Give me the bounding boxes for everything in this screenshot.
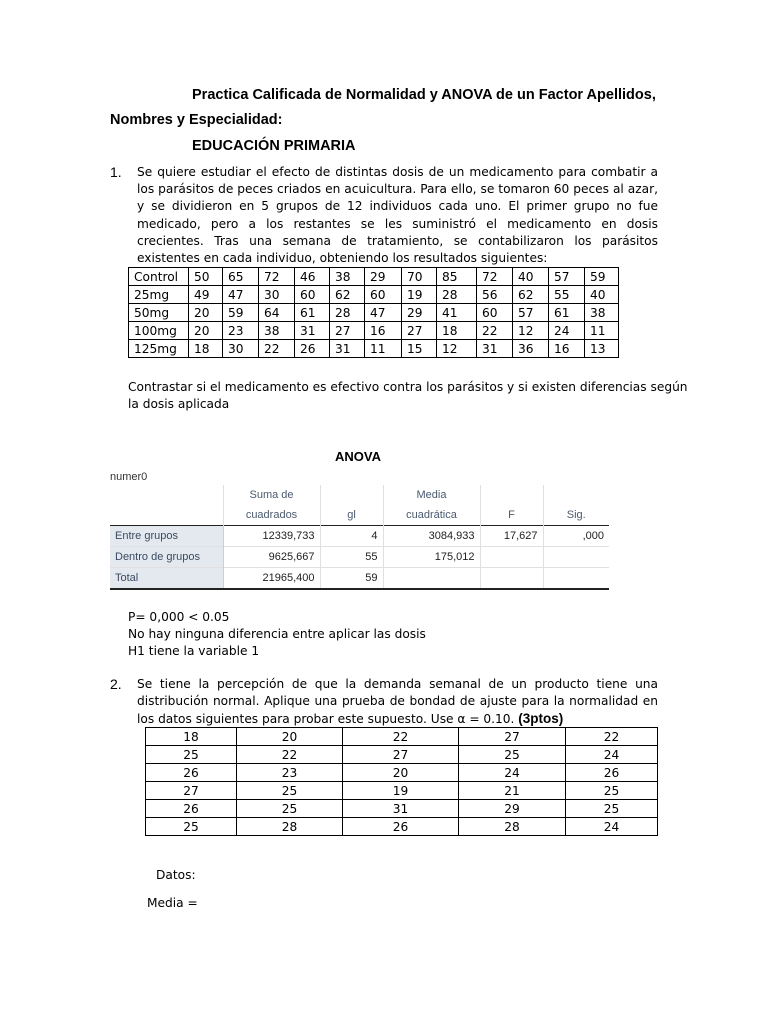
anova-header-ss-2: cuadrados (223, 505, 320, 526)
table-cell: 24 (566, 818, 658, 836)
table-row (146, 782, 658, 800)
table-cell: 28 (330, 304, 365, 322)
table-cell: 41 (437, 304, 477, 322)
table-cell: 20 (343, 764, 459, 782)
table-cell: 25 (237, 782, 343, 800)
table-cell: 13 (585, 340, 619, 358)
parasites-data-table (128, 267, 619, 358)
table-cell: 50 (189, 268, 223, 286)
table-cell: 30 (223, 340, 259, 358)
table-cell: 24 (549, 322, 585, 340)
table-row (129, 304, 619, 322)
row-label-cell: Control (129, 268, 189, 286)
table-cell: 36 (513, 340, 549, 358)
table-cell: 85 (437, 268, 477, 286)
table-cell: 24 (566, 746, 658, 764)
anova-row-label: Total (110, 568, 223, 590)
anova-row (110, 568, 609, 590)
anova-table (110, 485, 609, 590)
table-cell: 20 (237, 728, 343, 746)
table-cell: 11 (585, 322, 619, 340)
answer-conclusion: No hay ninguna diferencia entre aplicar las dosis (128, 627, 426, 641)
table-cell: 60 (365, 286, 402, 304)
table-cell: 61 (295, 304, 330, 322)
question-1-text: Se quiere estudiar el efecto de distintas dosis de un medicamento para combatir a los parásitos de peces criados en acuicultura. Para ello, se tomaron 60 peces al azar, y se dividieron en 5 grupos de 12 individuos cada uno. El primer grupo no fue medicado, pero a los restantes se les suministró el medicamento en dosis crecientes. Tras una semana de tratamiento, se contabilizaron los parásitos existentes en cada individuo, obteniendo los resultados siguientes: (137, 165, 658, 266)
anova-cell-ms: 175,012 (383, 547, 480, 568)
table-cell: 38 (585, 304, 619, 322)
anova-cell-sig: ,000 (582, 530, 604, 542)
table-cell: 31 (477, 340, 513, 358)
table-cell: 27 (402, 322, 437, 340)
anova-cell-ss: 12339,733 (223, 526, 320, 547)
table-cell: 27 (343, 746, 459, 764)
table-cell: 40 (513, 268, 549, 286)
table-cell: 57 (549, 268, 585, 286)
anova-header-sig: Sig. (566, 509, 586, 521)
question-1-number: 1. (110, 164, 122, 180)
table-cell: 59 (223, 304, 259, 322)
anova-header-df: gl (320, 505, 383, 526)
anova-cell-f (480, 568, 543, 590)
table-row (146, 800, 658, 818)
table-cell: 38 (259, 322, 295, 340)
table-cell: 70 (402, 268, 437, 286)
table-row (129, 286, 619, 304)
answer-hypothesis: H1 tiene la variable 1 (128, 644, 260, 658)
table-cell: 20 (189, 304, 223, 322)
row-label-cell: 25mg (129, 286, 189, 304)
table-cell: 19 (402, 286, 437, 304)
table-cell: 27 (459, 728, 566, 746)
instruction-line1: Contrastar si el medicamento es efectivo contra los parásitos y si existen diferencias según (128, 380, 688, 394)
table-cell: 31 (295, 322, 330, 340)
table-cell: 12 (437, 340, 477, 358)
table-cell: 21 (459, 782, 566, 800)
table-cell: 29 (365, 268, 402, 286)
datos-label: Datos: (156, 868, 196, 882)
table-cell: 40 (585, 286, 619, 304)
table-cell: 29 (402, 304, 437, 322)
table-cell: 12 (513, 322, 549, 340)
table-cell: 30 (259, 286, 295, 304)
table-cell: 18 (146, 728, 237, 746)
anova-row-label: Entre grupos (110, 526, 223, 547)
anova-row (110, 526, 609, 547)
table-cell: 16 (365, 322, 402, 340)
anova-cell-sig (543, 547, 609, 568)
anova-cell-ss: 9625,667 (223, 547, 320, 568)
table-cell: 18 (437, 322, 477, 340)
table-row (146, 746, 658, 764)
table-cell: 25 (146, 746, 237, 764)
table-cell: 11 (365, 340, 402, 358)
table-cell: 23 (237, 764, 343, 782)
table-cell: 18 (189, 340, 223, 358)
table-cell: 26 (566, 764, 658, 782)
demand-data-table (145, 727, 658, 836)
table-cell: 25 (566, 782, 658, 800)
table-cell: 55 (549, 286, 585, 304)
table-cell: 28 (437, 286, 477, 304)
table-cell: 38 (330, 268, 365, 286)
anova-row-label: Dentro de grupos (110, 547, 223, 568)
specialty-heading: EDUCACIÓN PRIMARIA (192, 138, 356, 154)
table-cell: 47 (365, 304, 402, 322)
table-cell: 28 (459, 818, 566, 836)
table-cell: 22 (477, 322, 513, 340)
answer-p-value: P= 0,000 < 0.05 (128, 610, 230, 624)
table-cell: 22 (566, 728, 658, 746)
anova-header-ms-1: Media (383, 485, 480, 505)
anova-cell-ms (383, 568, 480, 590)
table-cell: 31 (343, 800, 459, 818)
table-cell: 49 (189, 286, 223, 304)
table-cell: 19 (343, 782, 459, 800)
question-2-points: (3ptos) (518, 711, 564, 727)
table-cell: 72 (259, 268, 295, 286)
anova-title: ANOVA (335, 449, 381, 464)
table-cell: 22 (259, 340, 295, 358)
table-cell: 26 (146, 764, 237, 782)
anova-header-f: F (480, 505, 543, 526)
anova-cell-df: 4 (320, 526, 383, 547)
table-cell: 59 (585, 268, 619, 286)
table-cell: 64 (259, 304, 295, 322)
table-cell: 27 (146, 782, 237, 800)
doc-title-line2: Nombres y Especialidad: (110, 112, 283, 128)
anova-header-ms-2: cuadrática (383, 505, 480, 526)
anova-cell-ss: 21965,400 (223, 568, 320, 590)
table-cell: 24 (459, 764, 566, 782)
table-cell: 25 (146, 818, 237, 836)
table-cell: 57 (513, 304, 549, 322)
table-cell: 25 (459, 746, 566, 764)
table-cell: 23 (223, 322, 259, 340)
table-cell: 29 (459, 800, 566, 818)
instruction-line2: la dosis aplicada (128, 397, 230, 411)
table-cell: 31 (330, 340, 365, 358)
row-label-cell: 100mg (129, 322, 189, 340)
table-cell: 65 (223, 268, 259, 286)
table-row (129, 268, 619, 286)
row-label-cell: 50mg (129, 304, 189, 322)
table-cell: 62 (513, 286, 549, 304)
table-cell: 20 (189, 322, 223, 340)
table-row (146, 818, 658, 836)
table-cell: 60 (477, 304, 513, 322)
table-cell: 46 (295, 268, 330, 286)
table-cell: 15 (402, 340, 437, 358)
table-row (146, 764, 658, 782)
table-row (146, 728, 658, 746)
table-cell: 25 (237, 800, 343, 818)
table-cell: 26 (146, 800, 237, 818)
table-cell: 16 (549, 340, 585, 358)
anova-cell-f (480, 547, 543, 568)
table-cell: 25 (566, 800, 658, 818)
table-cell: 26 (295, 340, 330, 358)
table-cell: 72 (477, 268, 513, 286)
anova-cell-sig (543, 568, 609, 590)
table-row (129, 322, 619, 340)
anova-cell-df: 59 (320, 568, 383, 590)
table-cell: 47 (223, 286, 259, 304)
anova-cell-df: 55 (320, 547, 383, 568)
table-cell: 26 (343, 818, 459, 836)
media-label: Media = (147, 896, 198, 910)
row-label-cell: 125mg (129, 340, 189, 358)
question-2-number: 2. (110, 676, 122, 692)
table-cell: 62 (330, 286, 365, 304)
anova-variable: numer0 (110, 471, 148, 483)
anova-header-ss-1: Suma de (223, 485, 320, 505)
anova-cell-f: 17,627 (480, 526, 543, 547)
anova-row (110, 547, 609, 568)
anova-cell-ms: 3084,933 (383, 526, 480, 547)
table-cell: 61 (549, 304, 585, 322)
table-cell: 27 (330, 322, 365, 340)
table-cell: 22 (343, 728, 459, 746)
question-2-text: Se tiene la percepción de que la demanda semanal de un producto tiene una distribución normal. Aplique una prueba de bondad de ajuste para la normalidad en los datos siguientes para probar este supuesto. Use α = 0.10. (3ptos) (137, 677, 658, 727)
table-row (129, 340, 619, 358)
table-cell: 28 (237, 818, 343, 836)
table-cell: 22 (237, 746, 343, 764)
table-cell: 60 (295, 286, 330, 304)
table-cell: 56 (477, 286, 513, 304)
doc-title-line1: Practica Calificada de Normalidad y ANOVA de un Factor Apellidos, (192, 87, 656, 103)
